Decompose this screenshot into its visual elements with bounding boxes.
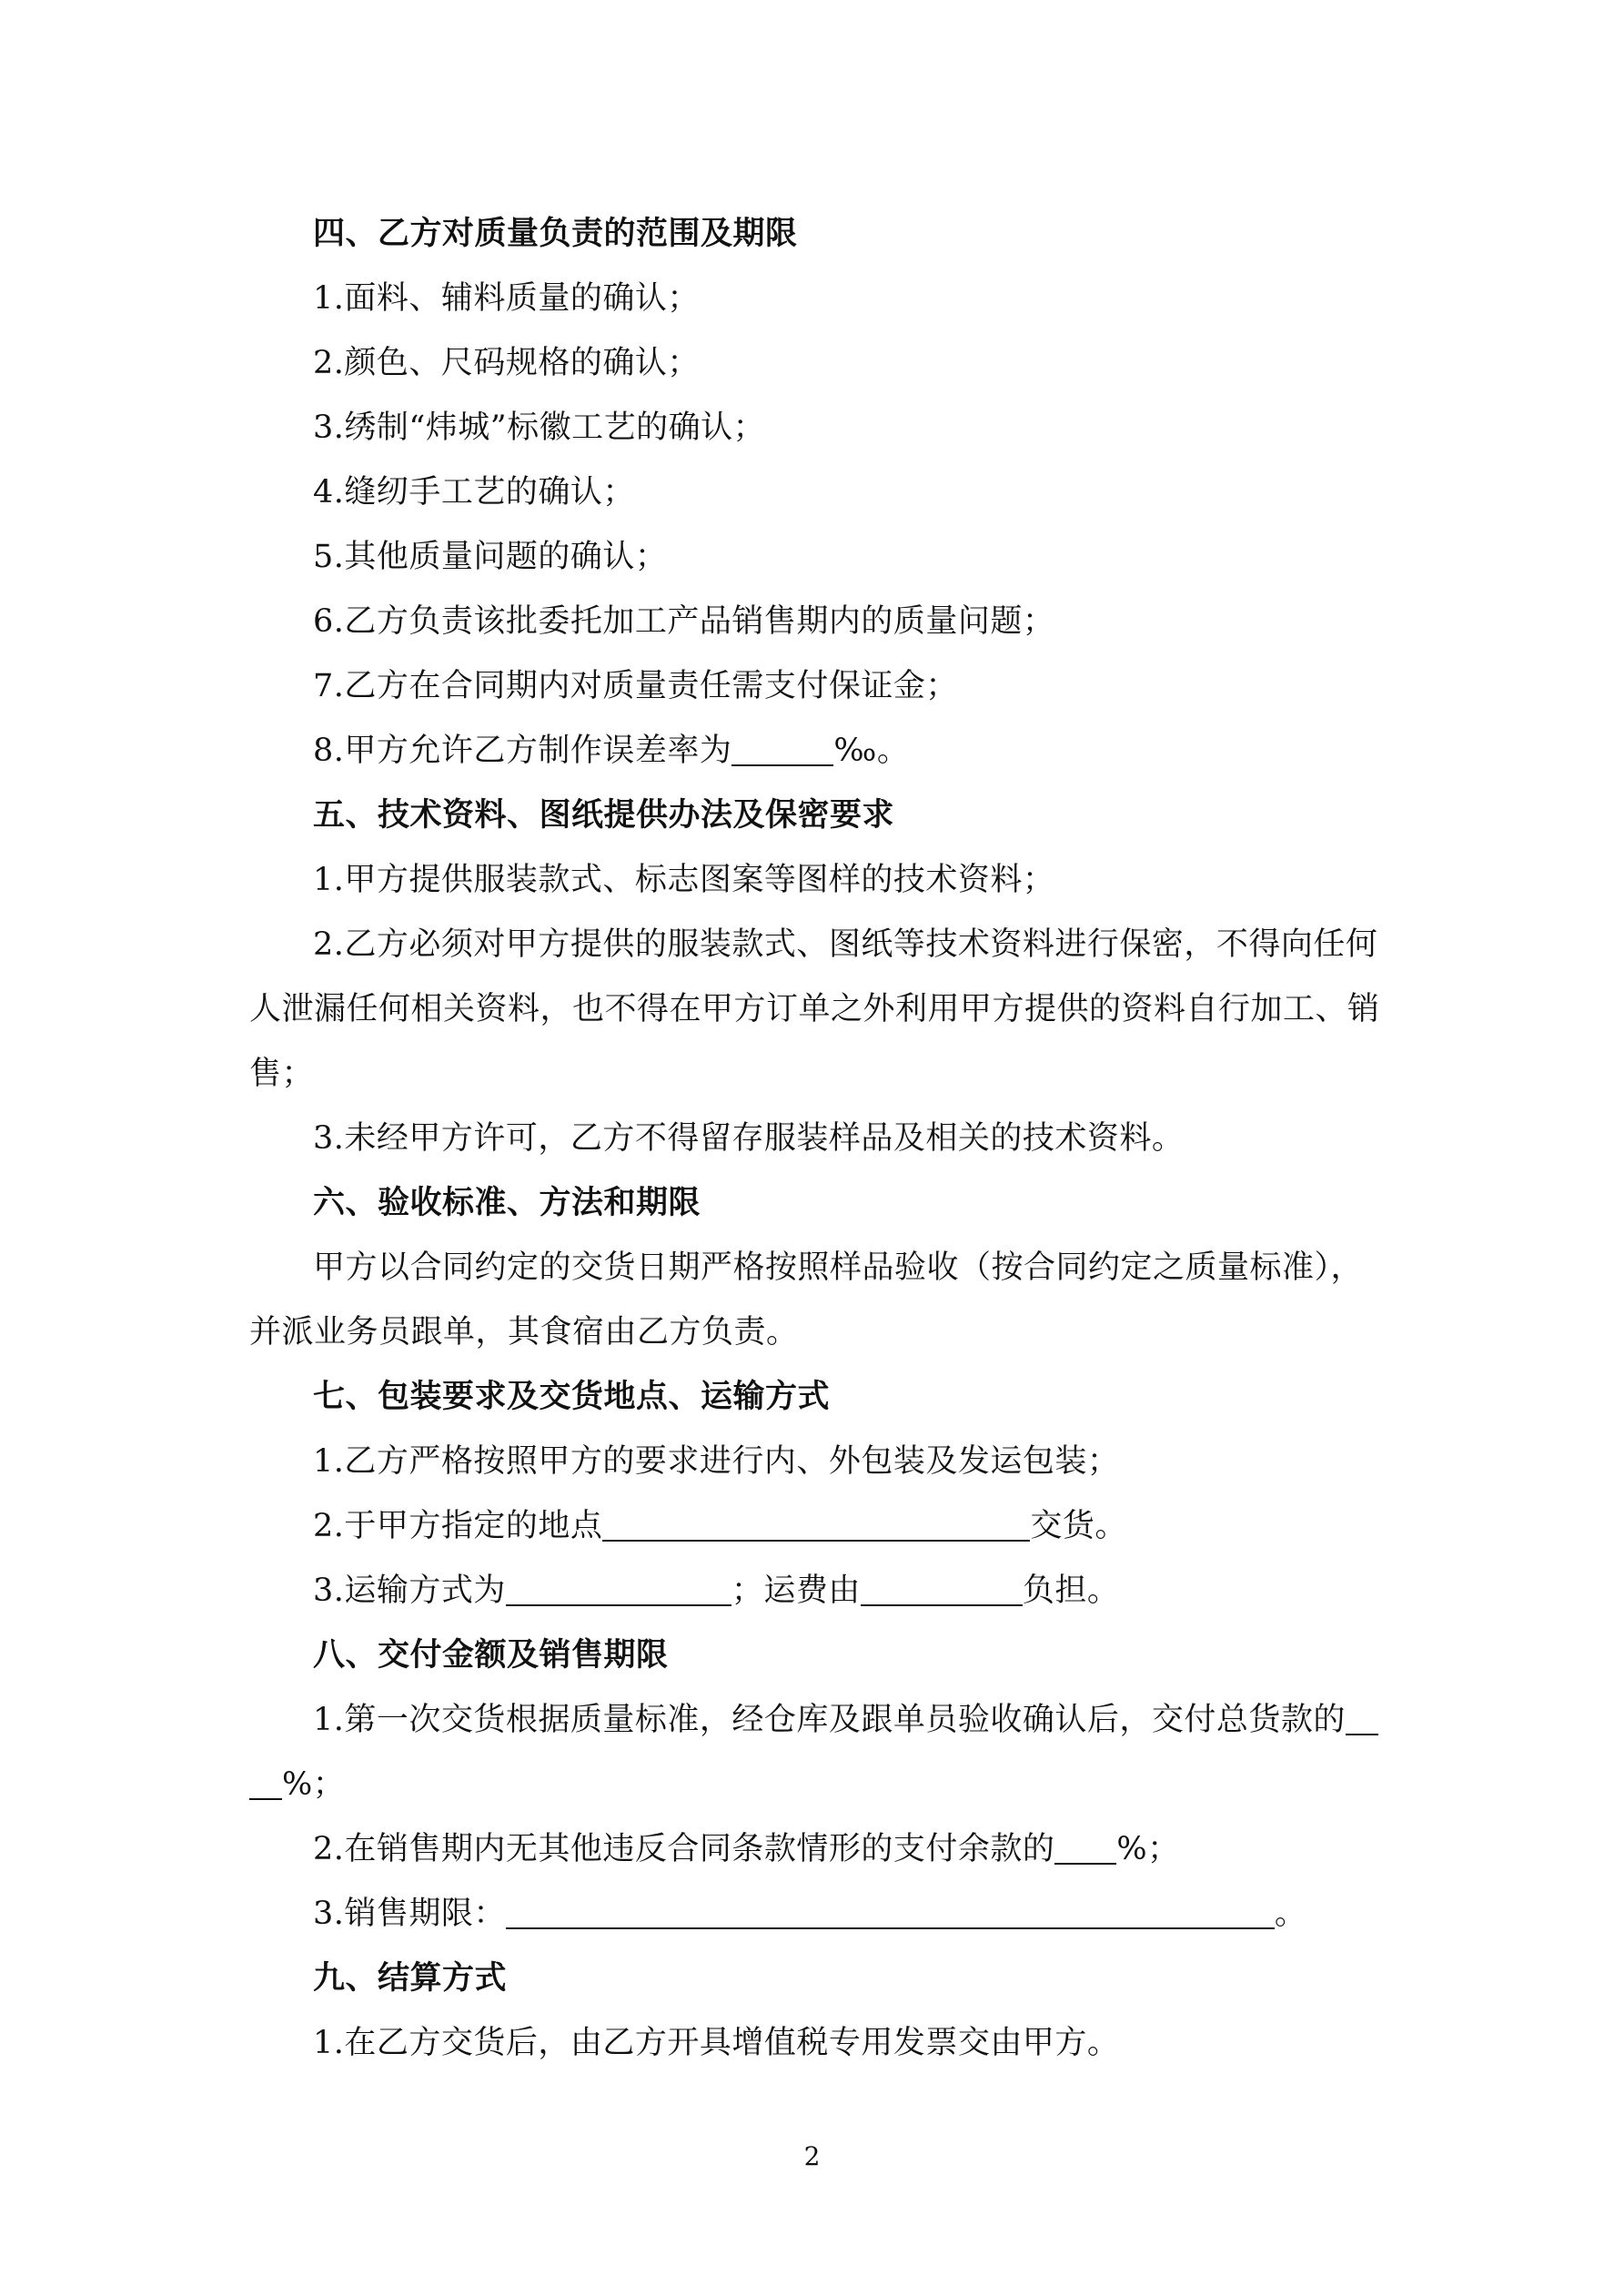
section-8-item-3 — [249, 1882, 1396, 1947]
section-heading-9: 九、结算方式 — [313, 1960, 508, 1997]
delivery-place-blank — [602, 1505, 1030, 1542]
section-4-item-7: 7.乙方在合同期内对质量责任需支付保证金； — [313, 668, 958, 704]
sales-period-blank — [506, 1893, 1275, 1929]
freight-suffix: 负担。 — [1022, 1573, 1120, 1609]
section-4-item-3: 3.绣制“炜城”标徽工艺的确认； — [313, 410, 766, 446]
sales-period-suffix: 。 — [1274, 1896, 1307, 1932]
delivery-suffix: 交货。 — [1030, 1508, 1127, 1544]
section-8-item-2 — [249, 1817, 1396, 1882]
error-rate-unit: ‰。 — [833, 733, 910, 769]
section-8-item-1-line-1 — [249, 1688, 1396, 1753]
first-payment-blank-start — [1346, 1699, 1378, 1735]
balance-payment-label: 2.在销售期内无其他违反合同条款情形的支付余款的 — [313, 1831, 1055, 1867]
section-4-item-8 — [249, 719, 1396, 784]
transport-method-blank — [506, 1570, 731, 1606]
sales-period-label: 3.销售期限： — [313, 1896, 506, 1932]
balance-payment-unit: %； — [1116, 1831, 1180, 1867]
section-5-item-2-line-1: 2.乙方必须对甲方提供的服装款式、图纸等技术资料进行保密，不得向任何 — [313, 926, 1378, 963]
section-heading-7: 七、包装要求及交货地点、运输方式 — [313, 1379, 831, 1415]
section-6-para-line-1: 甲方以合同约定的交货日期严格按照样品验收（按合同约定之质量标准）， — [313, 1249, 1364, 1286]
section-4-item-4: 4.缝纫手工艺的确认； — [313, 474, 635, 511]
section-6-para-line-2: 并派业务员跟单，其食宿由乙方负责。 — [249, 1314, 799, 1350]
error-rate-blank — [731, 730, 833, 766]
section-8-item-1-line-2 — [249, 1753, 1396, 1817]
section-5-item-2-line-3: 售； — [249, 1056, 315, 1092]
first-payment-unit: %； — [282, 1766, 346, 1803]
section-heading-5: 五、技术资料、图纸提供办法及保密要求 — [313, 797, 895, 834]
document-body — [249, 202, 1396, 2076]
section-7-item-2 — [249, 1494, 1396, 1559]
section-4-item-2: 2.颜色、尺码规格的确认； — [313, 345, 700, 381]
error-rate-label: 8.甲方允许乙方制作误差率为 — [313, 733, 732, 769]
section-heading-4: 四、乙方对质量负责的范围及期限 — [313, 216, 798, 252]
first-payment-blank-end — [249, 1764, 282, 1800]
first-payment-label: 1.第一次交货根据质量标准，经仓库及跟单员验收确认后，交付总货款的 — [313, 1702, 1346, 1738]
balance-payment-blank — [1054, 1828, 1116, 1865]
section-4-item-6: 6.乙方负责该批委托加工产品销售期内的质量问题； — [313, 603, 1055, 640]
section-heading-6: 六、验收标准、方法和期限 — [313, 1185, 701, 1221]
section-heading-8: 八、交付金额及销售期限 — [313, 1637, 669, 1674]
section-5-item-2-line-2: 人泄漏任何相关资料，也不得在甲方订单之外利用甲方提供的资料自行加工、销 — [249, 991, 1380, 1027]
freight-label: ；运费由 — [731, 1573, 861, 1609]
section-5-item-1: 1.甲方提供服装款式、标志图案等图样的技术资料； — [313, 862, 1055, 898]
page-number: 2 — [803, 2141, 821, 2171]
section-7-item-1: 1.乙方严格按照甲方的要求进行内、外包装及发运包装； — [313, 1443, 1120, 1480]
section-4-item-1: 1.面料、辅料质量的确认； — [313, 280, 700, 317]
section-4-item-5: 5.其他质量问题的确认； — [313, 539, 668, 575]
transport-method-label: 3.运输方式为 — [313, 1573, 506, 1609]
delivery-place-label: 2.于甲方指定的地点 — [313, 1508, 603, 1544]
section-7-item-3 — [249, 1559, 1396, 1623]
section-5-item-3: 3.未经甲方许可，乙方不得留存服装样品及相关的技术资料。 — [313, 1120, 1185, 1157]
section-9-item-1: 1.在乙方交货后，由乙方开具增值税专用发票交由甲方。 — [313, 2025, 1120, 2061]
freight-payer-blank — [861, 1570, 1023, 1606]
